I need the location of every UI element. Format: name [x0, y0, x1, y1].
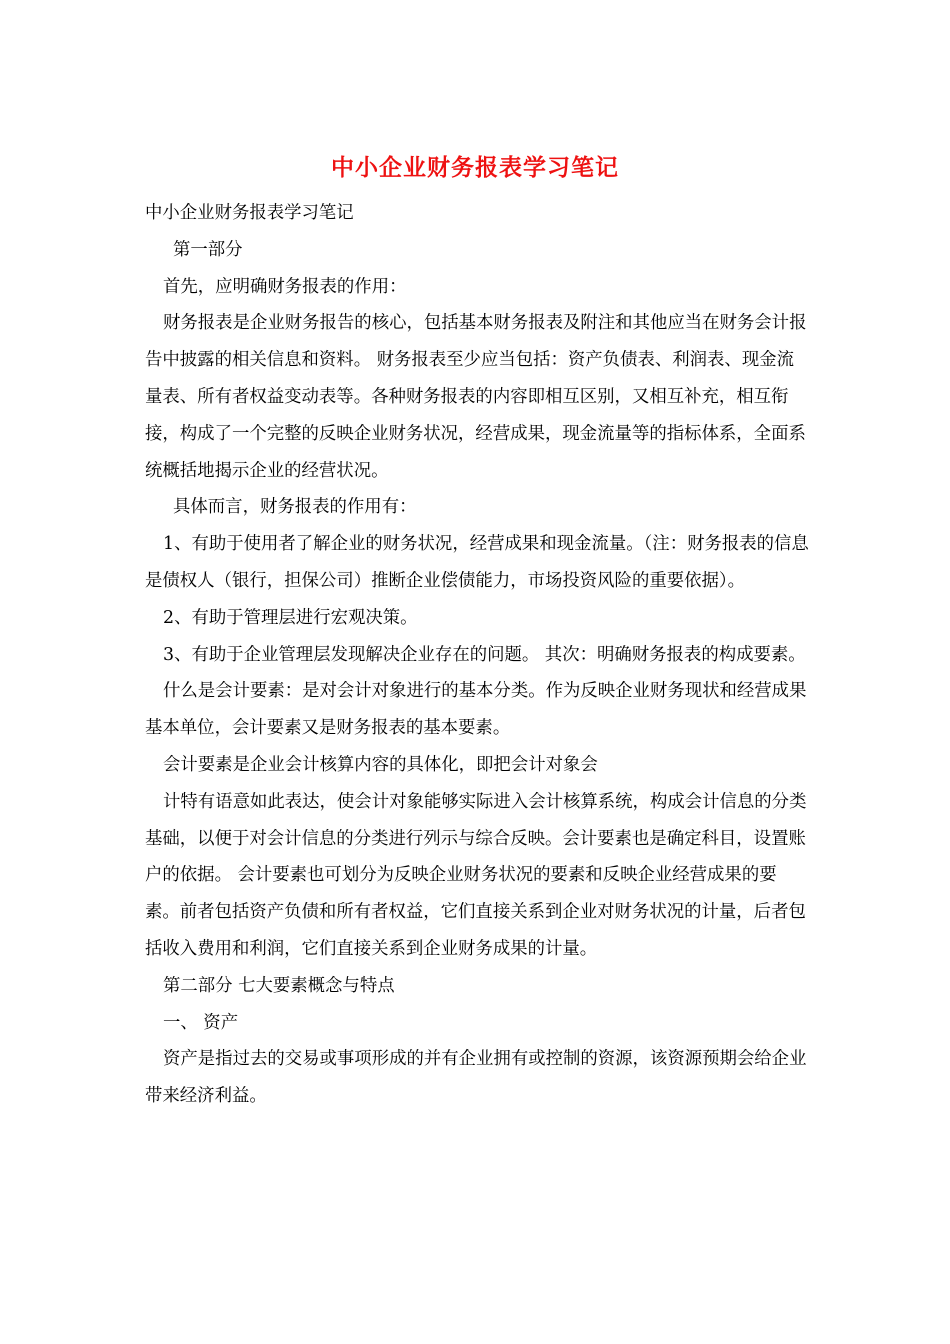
- paragraph: 会计要素是企业会计核算内容的具体化，即把会计对象会: [163, 754, 598, 775]
- paragraph: 第一部分: [173, 239, 243, 260]
- paragraph: 中小企业财务报表学习笔记: [145, 203, 354, 223]
- paragraph: 3、有助于企业管理层发现解决企业存在的问题。 其次：明确财务报表的构成要素。: [163, 644, 806, 665]
- paragraph: 什么是会计要素：是对会计对象进行的基本分类。作为反映企业财务现状和经营成果基本单位，会计要素又是财务报表的基本要素。: [145, 681, 807, 739]
- document-title: 中小企业财务报表学习笔记: [331, 154, 619, 181]
- paragraph: 财务报表是企业财务报告的核心，包括基本财务报表及附注和其他应当在财务会计报告中披露的相关信息和资料。 财务报表至少应当包括：资产负债表、利润表、现金流量表、所有者权益变动表等。各种财务报表的内容即相互区别，又相互补充，相互衔接，构成了一个完整的反映企业财务状况，经营成果，现金流量等的指标体系，全面系统概括地揭示企业的经营状况。: [145, 313, 807, 481]
- paragraph: 资产是指过去的交易或事项形成的并有企业拥有或控制的资源，该资源预期会给企业带来经济利益。: [145, 1049, 807, 1107]
- paragraph: 首先，应明确财务报表的作用：: [163, 276, 407, 297]
- document-body: [145, 195, 811, 1115]
- paragraph: 计特有语意如此表达，使会计对象能够实际进入会计核算系统，构成会计信息的分类基础，以便于对会计信息的分类进行列示与综合反映。会计要素也是确定科目，设置账户的依据。 会计要素也可划分为反映企业财务状况的要素和反映企业经营成果的要素。前者包括资产负债和所有者权益，它们直接关系到企业对财务状况的计量，后者包括收入费用和利润，它们直接关系到企业财务成果的计量。: [145, 791, 807, 959]
- paragraph: 2、有助于管理层进行宏观决策。: [163, 607, 418, 628]
- paragraph: 具体而言，财务报表的作用有：: [173, 497, 417, 518]
- paragraph: 1、有助于使用者了解企业的财务状况，经营成果和现金流量。（注：财务报表的信息是债权人（银行，担保公司）推断企业偿债能力，市场投资风险的重要依据）。: [145, 534, 809, 591]
- paragraph: 第二部分 七大要素概念与特点: [163, 975, 395, 996]
- paragraph: 一、 资产: [163, 1012, 239, 1033]
